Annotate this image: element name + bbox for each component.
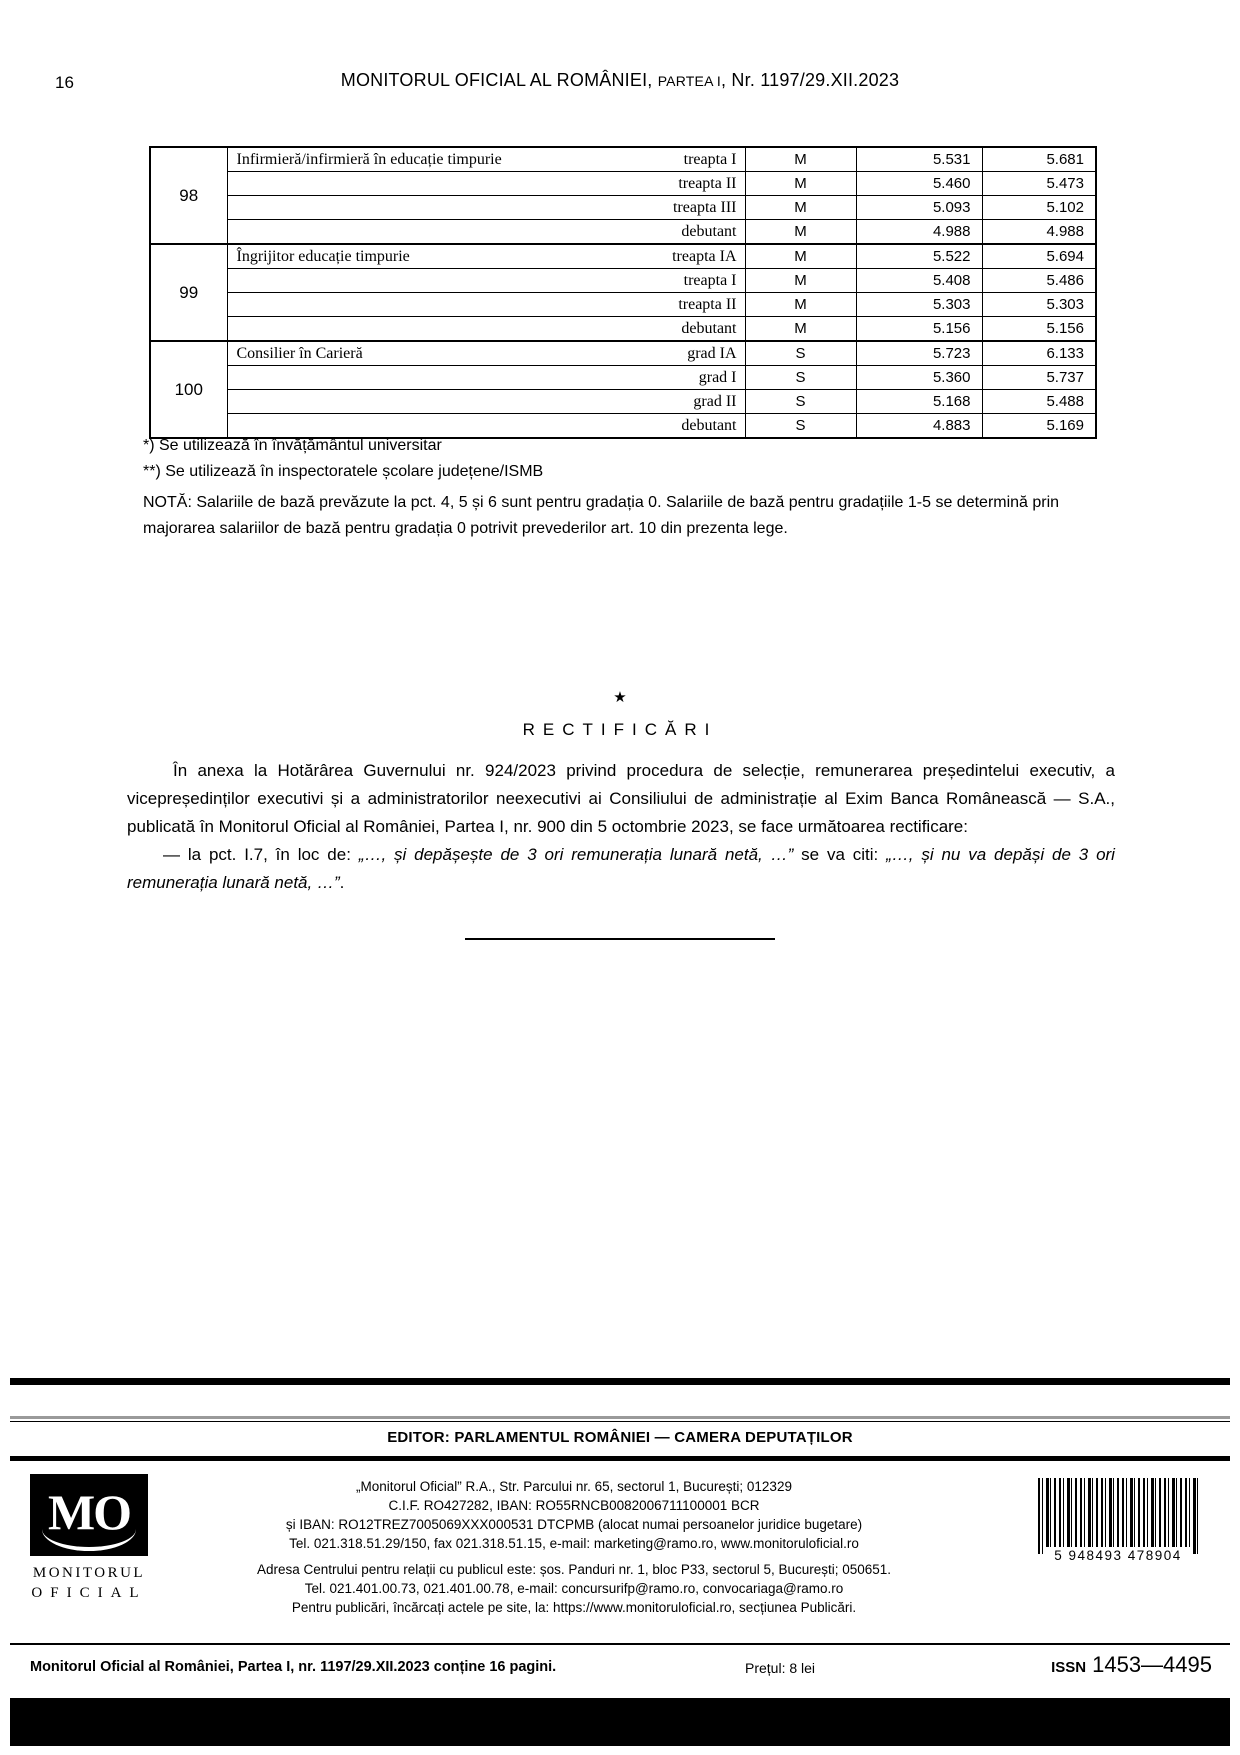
issn-label: ISSN: [1051, 1659, 1087, 1676]
bottom-black-bar: [10, 1698, 1230, 1746]
ean-barcode: [1038, 1478, 1198, 1570]
grade-label: treapta III: [672, 198, 737, 216]
grade-label: treapta I: [683, 150, 737, 168]
job-title: Consilier în Carieră: [236, 344, 363, 362]
title-rest: , Nr. 1197/29.XII.2023: [721, 70, 900, 90]
page-header: [0, 70, 1240, 100]
salary-value-2: 6.133: [982, 341, 1096, 366]
salary-value-1: 5.723: [856, 341, 982, 366]
study-level: M: [745, 293, 856, 317]
salary-value-2: 5.169: [982, 414, 1096, 439]
table-row: [150, 269, 1096, 293]
study-level: S: [745, 366, 856, 390]
logo-mo-letters: MO: [47, 1484, 131, 1540]
rectificari-body: [127, 757, 1115, 897]
study-level: M: [745, 269, 856, 293]
salary-value-2: 4.988: [982, 220, 1096, 245]
monitorul-oficial-logo: [30, 1474, 148, 1602]
publisher-group-1: [178, 1477, 970, 1553]
study-level: M: [745, 244, 856, 269]
salary-value-2: 5.737: [982, 366, 1096, 390]
position-number: 100: [150, 341, 227, 438]
salary-value-2: 5.303: [982, 293, 1096, 317]
salary-value-1: 5.303: [856, 293, 982, 317]
grade-label: treapta II: [678, 295, 737, 313]
gray-rule: [10, 1416, 1230, 1419]
logo-text-oficial: OFICIAL: [31, 1585, 147, 1601]
footnote-universitar: *) Se utilizează în învățământul universitar: [143, 437, 442, 454]
study-level: M: [745, 147, 856, 172]
page-title: [0, 70, 1240, 91]
grade-label: grad II: [693, 392, 737, 410]
thick-rule-top: [10, 1378, 1230, 1385]
footnote-inspectorate: **) Se utilizează în inspectoratele școlare județene/ISMB: [143, 463, 544, 480]
position-number: 98: [150, 147, 227, 244]
salary-value-1: 5.156: [856, 317, 982, 342]
job-title: Infirmieră/infirmieră în educație timpurie: [236, 150, 502, 168]
table-row: [150, 244, 1096, 269]
salary-value-2: 5.473: [982, 172, 1096, 196]
table-row: [150, 220, 1096, 245]
price-label: Prețul: 8 lei: [745, 1660, 816, 1676]
table-row: [150, 172, 1096, 196]
p2-segment: — la pct. I.7, în loc de:: [163, 845, 359, 864]
section-divider: [465, 938, 775, 940]
thick-rule-bottom: [10, 1456, 1230, 1461]
grade-label: treapta IA: [672, 247, 737, 265]
study-level: M: [745, 172, 856, 196]
thin-rule: [10, 1421, 1230, 1422]
table-row: [150, 414, 1096, 439]
issn-value: 1453—4495: [1092, 1652, 1212, 1677]
issue-info: Monitorul Oficial al României, Partea I, nr. 1197/29.XII.2023 conține 16 pagini.: [30, 1659, 557, 1675]
table-row: [150, 366, 1096, 390]
address-line: „Monitorul Oficial” R.A., Str. Parcului nr. 65, sectorul 1, București; 012329: [356, 1479, 792, 1494]
nota-paragraph: NOTĂ: Salariile de bază prevăzute la pct. 4, 5 și 6 sunt pentru gradația 0. Salariile de bază pentru gradațiile 1-5 se determină prin majorarea salariilor de bază pentru gradația 0 potrivit prevederilor art. 10 din prezenta lege.: [143, 494, 1060, 537]
logo-arc-icon: [42, 1527, 136, 1551]
address-line: Adresa Centrului pentru relații cu publicul este: șos. Panduri nr. 1, bloc P33, sectorul 5, București; 050651.: [256, 1562, 892, 1577]
table-row: [150, 341, 1096, 366]
p2-segment: se va citi:: [793, 845, 887, 864]
issn-block: [1051, 1652, 1212, 1678]
salary-value-1: 5.093: [856, 196, 982, 220]
grade-label: grad IA: [687, 344, 737, 362]
table-row: [150, 196, 1096, 220]
title-part: PARTEA I: [657, 73, 722, 89]
grade-label: treapta I: [683, 271, 737, 289]
salary-value-1: 5.408: [856, 269, 982, 293]
rectificari-paragraph-1: În anexa la Hotărârea Guvernului nr. 924/2023 privind procedura de selecție, remunerarea președintelui executiv, a vicepreședinților executivi și a administratorilor neexecutivi ai Consiliului de administrație al Exim Banca Românească — S.A., publicată în Monitorul Oficial al României, Partea I, nr. 900 din 5 octombrie 2023, se face următoarea rectificare:: [127, 761, 1115, 836]
salary-value-2: 5.681: [982, 147, 1096, 172]
address-line: și IBAN: RO12TREZ7005069XXX000531 DTCPMB (alocat numai persoanelor juridice bugetare): [285, 1517, 863, 1532]
address-line: Pentru publicări, încărcați actele pe site, la: https://www.monitoruloficial.ro, secțiunea Publicări.: [291, 1600, 857, 1615]
salary-value-1: 4.883: [856, 414, 982, 439]
address-line: Tel. 021.401.00.73, 021.401.00.78, e-mail: concursurifp@ramo.ro, convocariaga@ramo.ro: [304, 1581, 844, 1596]
barcode-digits: 5 948493 478904: [1044, 1547, 1192, 1564]
table-row: [150, 390, 1096, 414]
study-level: S: [745, 341, 856, 366]
table-row: [150, 317, 1096, 342]
table-row: [150, 293, 1096, 317]
study-level: M: [745, 317, 856, 342]
study-level: M: [745, 196, 856, 220]
editor-line: EDITOR: PARLAMENTUL ROMÂNIEI — CAMERA DEPUTAȚILOR: [387, 1429, 853, 1446]
salary-value-2: 5.488: [982, 390, 1096, 414]
salary-value-2: 5.156: [982, 317, 1096, 342]
logo-box: [30, 1474, 148, 1556]
grade-label: debutant: [681, 319, 737, 337]
p2-quoted-old: „…, și depășește de 3 ori remunerația lunară netă, …”: [358, 845, 794, 864]
rectificari-paragraph-2: [127, 841, 1115, 897]
p2-quoted-new: „…, și nu va depăși de 3 ori remunerația lunară netă, …”: [127, 845, 1115, 892]
publisher-addresses: [178, 1477, 970, 1617]
salary-table: [149, 146, 1097, 439]
position-number: 99: [150, 244, 227, 341]
salary-value-1: 5.522: [856, 244, 982, 269]
p2-segment: .: [339, 873, 345, 892]
salary-value-1: 5.168: [856, 390, 982, 414]
grade-label: treapta II: [678, 174, 737, 192]
title-main: MONITORUL OFICIAL AL ROMÂNIEI,: [340, 70, 653, 90]
grade-label: debutant: [681, 416, 737, 434]
grade-label: grad I: [698, 368, 737, 386]
salary-value-2: 5.486: [982, 269, 1096, 293]
salary-value-1: 4.988: [856, 220, 982, 245]
salary-value-1: 5.531: [856, 147, 982, 172]
job-title: Îngrijitor educație timpurie: [236, 247, 410, 265]
salary-value-1: 5.460: [856, 172, 982, 196]
study-level: S: [745, 414, 856, 439]
address-line: Tel. 021.318.51.29/150, fax 021.318.51.15, e-mail: marketing@ramo.ro, www.monitoruloficial.ro: [289, 1536, 859, 1551]
star-icon: ★: [613, 689, 627, 706]
address-line: C.I.F. RO427282, IBAN: RO55RNCB0082006711100001 BCR: [388, 1498, 760, 1513]
grade-label: debutant: [681, 222, 737, 240]
salary-value-2: 5.102: [982, 196, 1096, 220]
logo-text-monitorul: MONITORUL: [32, 1565, 146, 1581]
study-level: M: [745, 220, 856, 245]
publisher-group-2: [178, 1560, 970, 1617]
rectificari-heading: RECTIFICĂRI: [522, 720, 718, 739]
bottom-rule: [10, 1643, 1230, 1645]
barcode-bars: [1038, 1478, 1198, 1554]
table-row: [150, 147, 1096, 172]
salary-value-1: 5.360: [856, 366, 982, 390]
study-level: S: [745, 390, 856, 414]
page-number: 16: [55, 73, 74, 92]
salary-value-2: 5.694: [982, 244, 1096, 269]
